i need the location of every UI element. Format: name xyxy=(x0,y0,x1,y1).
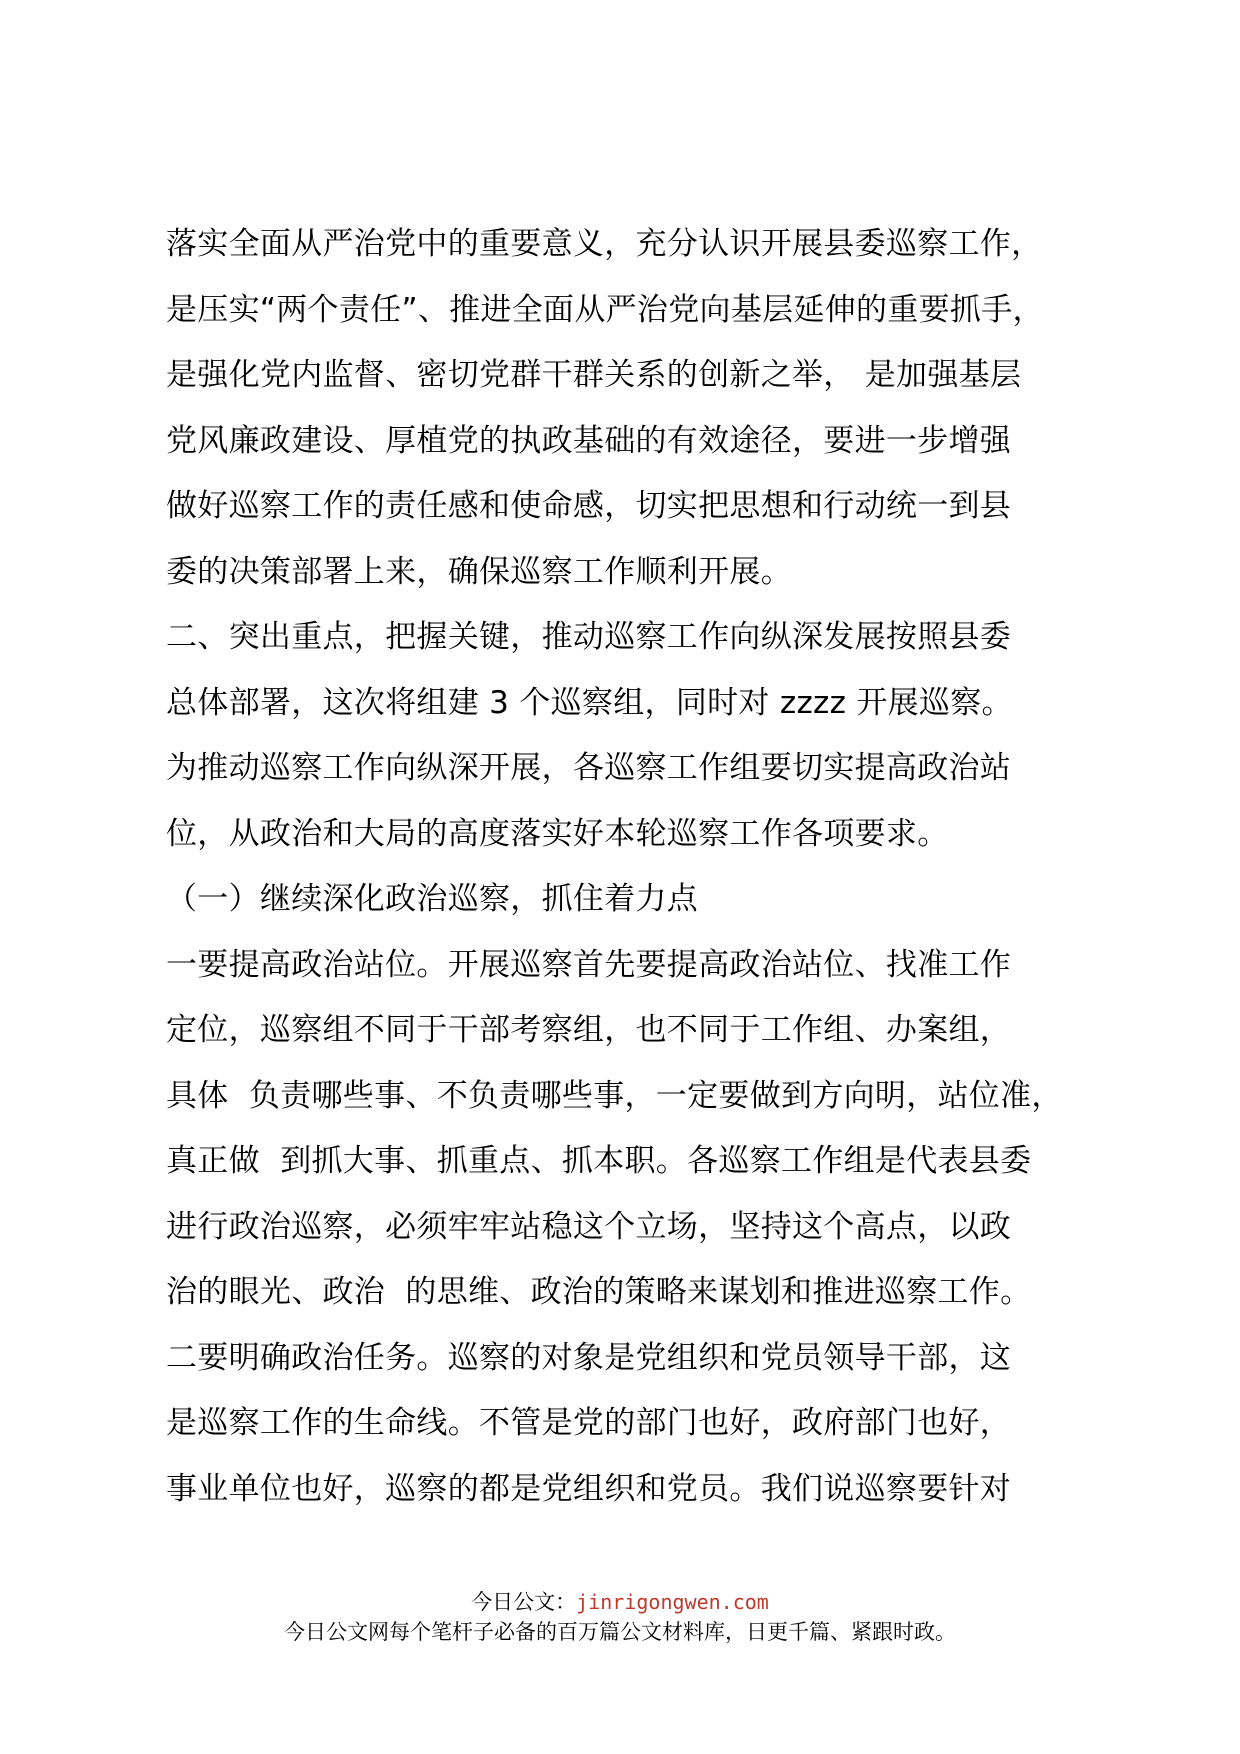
body-line-3: 是强化党内监督、密切党群干群关系的创新之举， 是加强基层 xyxy=(166,357,1022,393)
body-line-16: 进行政治巡察，必须牢牢站稳这个立场，坚持这个高点，以政 xyxy=(166,1208,1012,1245)
footer-tagline: 今日公文网每个笔杆子必备的百万篇公文材料库，日更千篇、紧跟时政。 xyxy=(284,1620,956,1644)
body-line-14: 具体 负责哪些事、不负责哪些事，一定要做到方向明，站位准， xyxy=(166,1077,1063,1114)
body-line-17: 治的眼光、政治 的思维、政治的策略来谋划和推进巡察工作。 xyxy=(166,1274,1032,1310)
body-line-9: 为推动巡察工作向纵深开展，各巡察工作组要切实提高政治站 xyxy=(166,750,1012,786)
body-line-18: 二要明确政治任务。巡察的对象是党组织和党员领导干部，这 xyxy=(166,1339,1012,1376)
body-line-5: 做好巡察工作的责任感和使命感，切实把思想和行动统一到县 xyxy=(166,488,1012,524)
page-footer xyxy=(0,1587,1240,1647)
subsection-heading-1: （一）继续深化政治巡察，抓住着力点 xyxy=(166,881,699,917)
footer-label: 今日公文： xyxy=(471,1590,577,1614)
body-line-13: 定位，巡察组不同于干部考察组，也不同于工作组、办案组， xyxy=(166,1012,1012,1048)
body-line-8: 总体部署，这次将组建 3 个巡察组，同时对 zzzz 开展巡察。 xyxy=(166,684,1013,721)
body-line-12: 一要提高政治站位。开展巡察首先要提高政治站位、找准工作 xyxy=(166,946,1012,983)
body-line-6: 委的决策部署上来，确保巡察工作顺利开展。 xyxy=(166,553,792,590)
document-body xyxy=(166,212,1126,1522)
body-line-4: 党风廉政建设、厚植党的执政基础的有效途径，要进一步增强 xyxy=(166,422,1012,459)
body-line-1: 落实全面从严治党中的重要意义，充分认识开展县委巡察工作， xyxy=(166,226,1043,262)
footer-source xyxy=(0,1587,1240,1617)
body-line-20: 事业单位也好，巡察的都是党组织和党员。我们说巡察要针对 xyxy=(166,1470,1012,1507)
footer-url-link[interactable]: jinrigongwen.com xyxy=(576,1590,769,1614)
body-line-2: 是压实“两个责任”、推进全面从严治党向基层延伸的重要抓手， xyxy=(166,291,1044,328)
body-line-10: 位，从政治和大局的高度落实好本轮巡察工作各项要求。 xyxy=(166,815,949,852)
body-line-19: 是巡察工作的生命线。不管是党的部门也好，政府部门也好， xyxy=(166,1405,1012,1441)
body-line-15: 真正做 到抓大事、抓重点、抓本职。各巡察工作组是代表县委 xyxy=(166,1143,1032,1179)
section-heading-2: 二、突出重点，把握关键，推动巡察工作向纵深发展按照县委 xyxy=(166,619,1012,655)
